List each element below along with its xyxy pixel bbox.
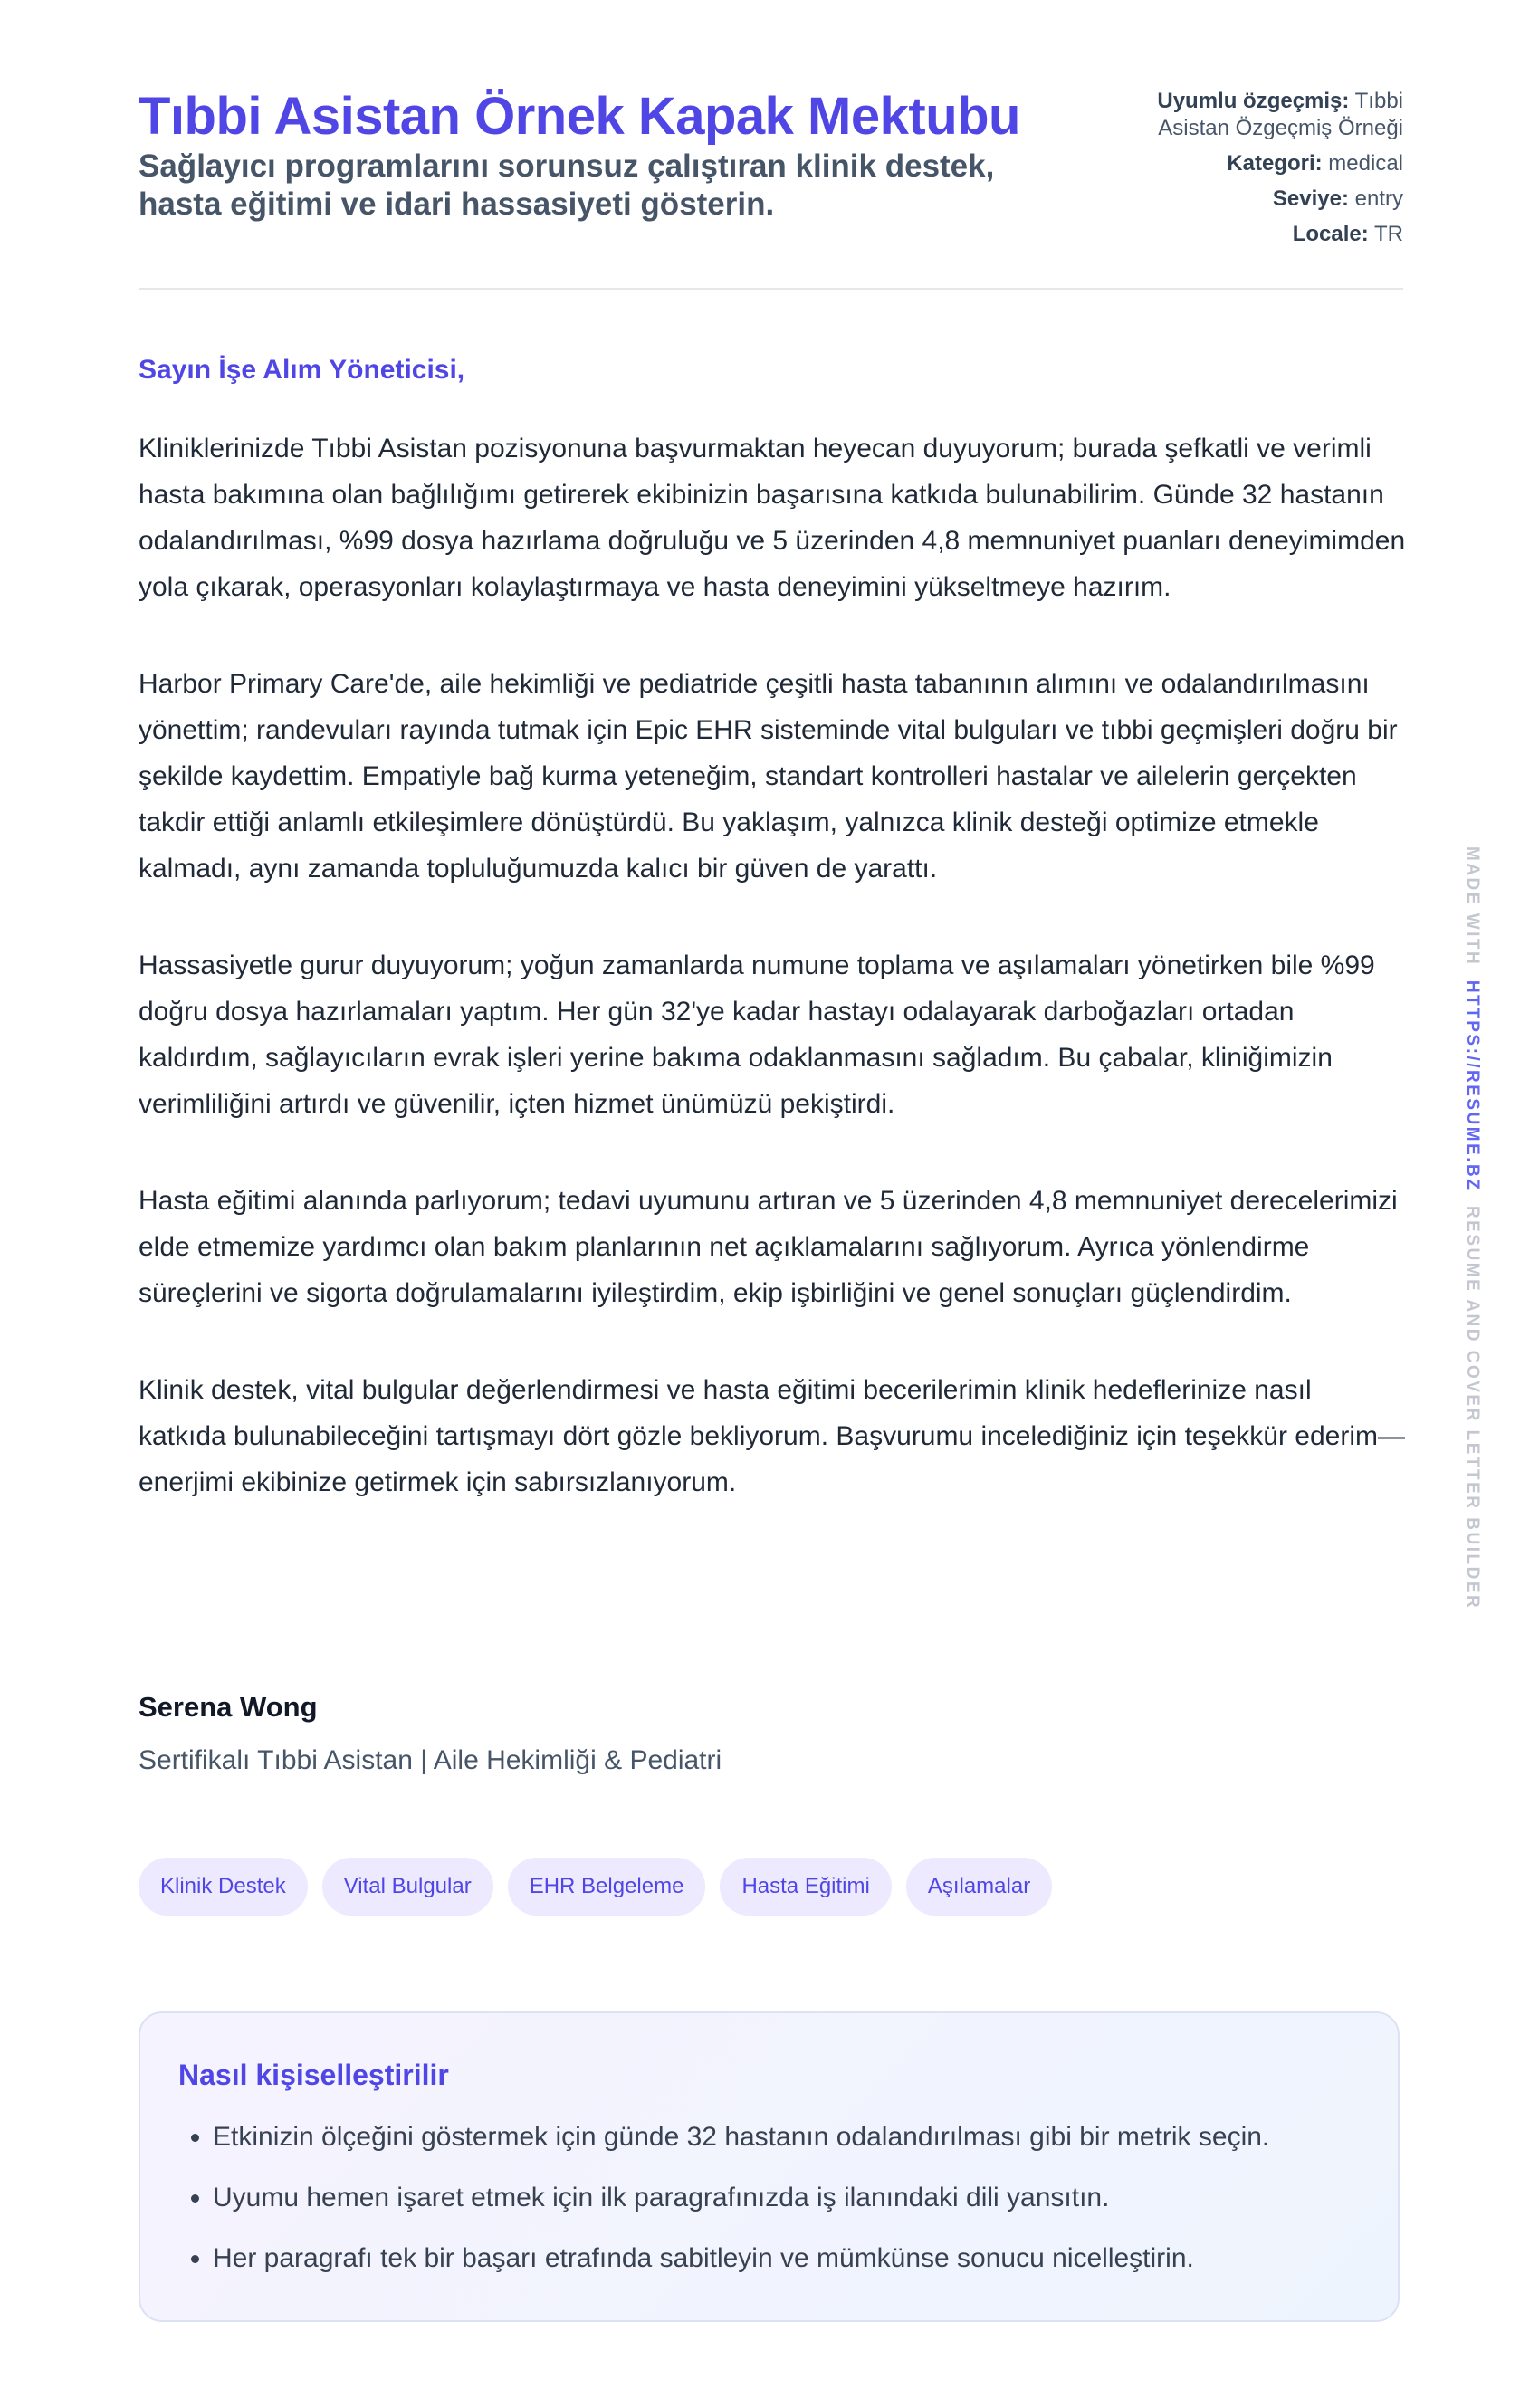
page-subtitle: Sağlayıcı programlarını sorunsuz çalıştıran klinik destek, hasta eğitimi ve idari hassasiyeti gösterin. — [139, 148, 995, 222]
letter-paragraph: Hasta eğitimi alanında parlıyorum; tedavi uyumunu artıran ve 5 üzerinden 4,8 memnuniyet derecelerimizi elde etmemize yardımcı olan bakım planlarının net açıklamalarını sağlıyorum. Ayrıca yönlendirme süreçlerini ve sigorta doğrulamalarını iyileştirdim, ekip işbirliğini ve genel sonuçları güçlendirdim. — [139, 1186, 1398, 1308]
watermark: MADE WITH HTTPS://RESUME.BZ RESUME AND COVER LETTER BUILDER — [1463, 846, 1482, 1610]
tips-title: Nasıl kişiselleştirilir — [178, 2059, 449, 2091]
skill-tag: Aşılamalar — [906, 1858, 1052, 1916]
meta-resume-link[interactable]: Tıbbi Asistan Özgeçmiş Örneği — [1158, 89, 1403, 140]
page-title: Tıbbi Asistan Örnek Kapak Mektubu — [139, 87, 1020, 146]
signature-title: Sertifikalı Tıbbi Asistan | Aile Hekimliği & Pediatri — [139, 1745, 722, 1775]
tip-item: • Her paragrafı tek bir başarı etrafında sabitleyin ve mümkünse sonucu nicelleştirin. — [213, 2243, 1269, 2304]
skill-tags — [139, 1858, 1052, 1916]
skill-tag: Klinik Destek — [139, 1858, 308, 1916]
skill-tag: EHR Belgeleme — [508, 1858, 706, 1916]
salutation: Sayın İşe Alım Yöneticisi, — [139, 355, 465, 385]
tip-item: • Uyumu hemen işaret etmek için ilk paragrafınızda iş ilanındaki dili yansıtın. — [213, 2183, 1269, 2243]
meta-panel — [1104, 88, 1403, 256]
customization-tips-box — [139, 2011, 1400, 2322]
watermark-link[interactable]: HTTPS://RESUME.BZ — [1463, 979, 1482, 1192]
meta-level: Seviye: entry — [1272, 186, 1403, 211]
tips-list — [178, 2122, 1269, 2304]
skill-tag: Vital Bulgular — [322, 1858, 493, 1916]
letter-paragraph: Harbor Primary Care'de, aile hekimliği ve pediatride çeşitli hasta tabanının alımını ve odalandırılmasını yönettim; randevuları rayında tutmak için Epic EHR sisteminde vital bulguları ve tıbbi geçmişleri doğru bir şekilde kaydettim. Empatiyle bağ kurma yeteneğim, standart kontrolleri hastalar ve ailelerin gerçekten takdir ettiği anlamlı etkileşimlere dönüştürdü. Bu yaklaşım, yalnızca klinik desteği optimize etmekle kalmadı, aynı zamanda topluluğumuzda kalıcı bir güven de yarattı. — [139, 669, 1398, 884]
meta-resume: Uyumlu özgeçmiş: Tıbbi Asistan Özgeçmiş Örneği — [1157, 89, 1403, 140]
header-divider — [139, 288, 1403, 290]
tip-item: • Etkinizin ölçeğini göstermek için günde 32 hastanın odalandırılması gibi bir metrik seçin. — [213, 2122, 1269, 2183]
meta-category: Kategori: medical — [1227, 151, 1403, 176]
letter-body — [139, 425, 1406, 1556]
skill-tag: Hasta Eğitimi — [720, 1858, 891, 1916]
meta-locale: Locale: TR — [1292, 222, 1403, 246]
letter-paragraph: Hassasiyetle gurur duyuyorum; yoğun zamanlarda numune toplama ve aşılamaları yönetirken bile %99 doğru dosya hazırlamaları yaptım. Her gün 32'ye kadar hastayı odalayarak darboğazları ortadan kaldırdım, sağlayıcıların evrak işleri yerine bakıma odaklanmasını sağladım. Bu çabalar, kliniğimizin verimliliğini artırdı ve güvenilir, içten hizmet ünümüzü pekiştirdi. — [139, 951, 1375, 1119]
letter-paragraph: Klinik destek, vital bulgular değerlendirmesi ve hasta eğitimi becerilerimin klinik hedeflerinize nasıl katkıda bulunabileceğini tartışmayı dört gözle bekliyorum. Başvurumu incelediğiniz için teşekkür ederim—enerjimi ekibinize getirmek için sabırsızlanıyorum. — [139, 1375, 1405, 1497]
signature-name: Serena Wong — [139, 1691, 318, 1723]
letter-paragraph: Kliniklerinizde Tıbbi Asistan pozisyonuna başvurmaktan heyecan duyuyorum; burada şefkatli ve verimli hasta bakımına olan bağlılığımı getirerek ekibinizin başarısına katkıda bulunabilirim. Günde 32 hastanın odalandırılması, %99 dosya hazırlama doğruluğu ve 5 üzerinden 4,8 memnuniyet puanları deneyimimden yola çıkarak, operasyonları kolaylaştırmaya ve hasta deneyimini yükseltmeye hazırım. — [139, 434, 1406, 602]
